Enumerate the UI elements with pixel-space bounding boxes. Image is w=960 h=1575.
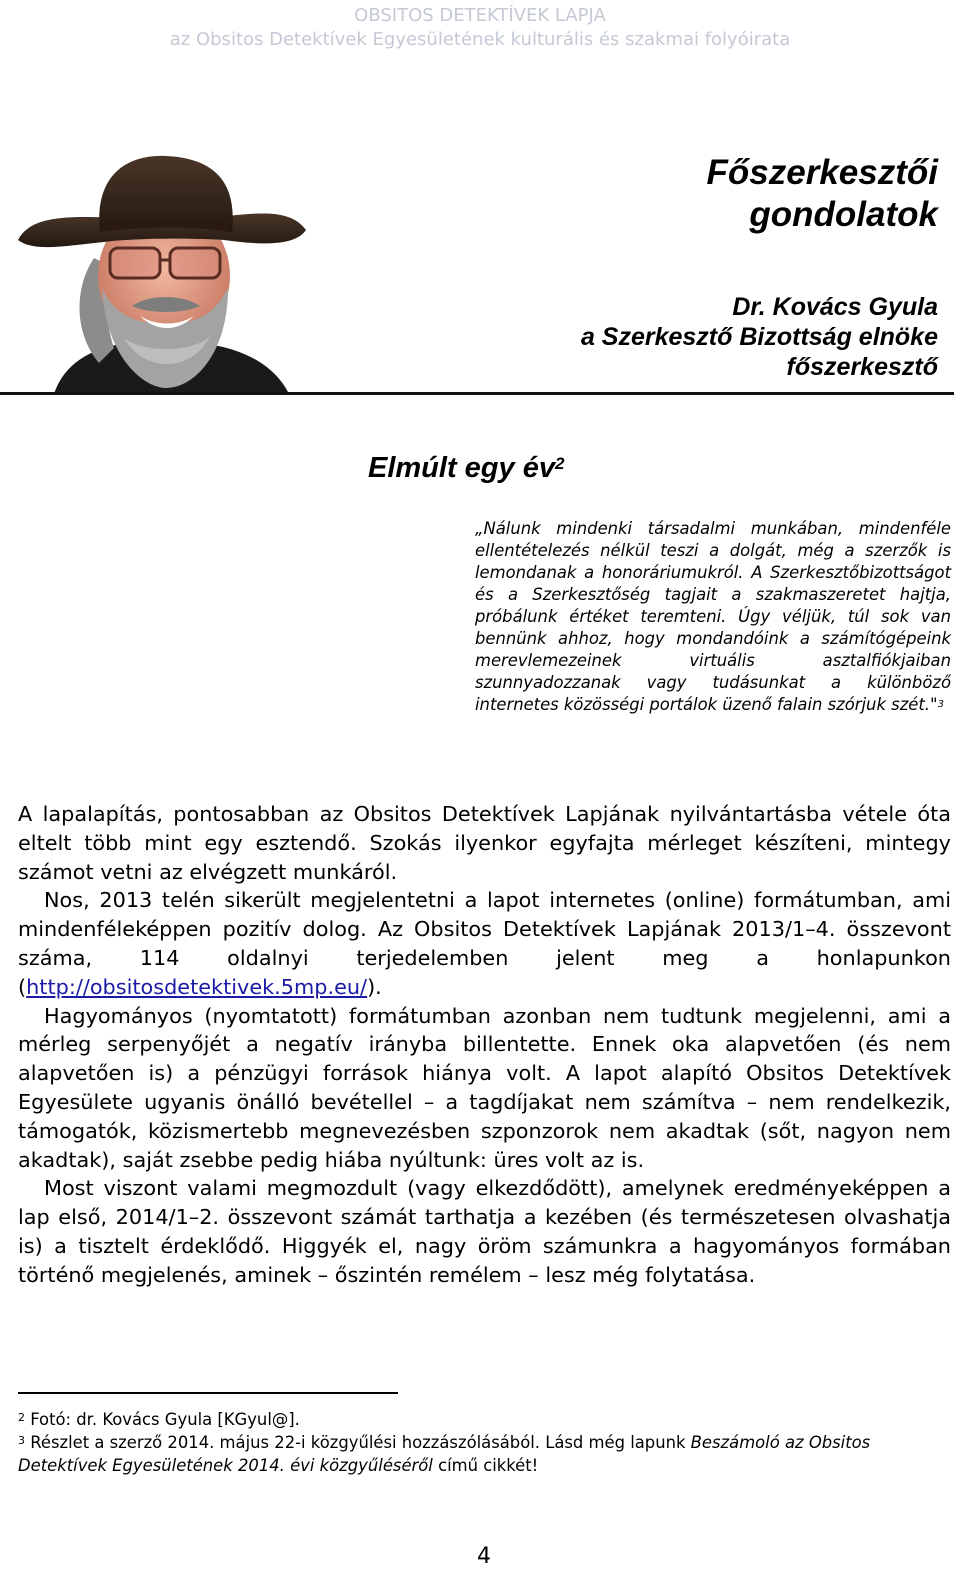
column-title-line-2: gondolatok — [749, 195, 938, 234]
footnote-3 — [18, 1431, 952, 1477]
paragraph-2-end: ). — [367, 974, 382, 999]
paragraph-2 — [18, 886, 951, 1001]
journal-header — [0, 4, 960, 52]
paragraph-2-text: Nos, 2013 telén sikerült megjelentetni a lapot internetes (online) formátumban, ami mindenféleképpen pozitív dolog. Az Obsitos Detektívek Lapjának 2013/1–4. összevont száma, 114 oldalnyi terjedelemben jelent meg a honlapunkon ( — [18, 888, 951, 999]
paragraph-4: Most viszont valami megmozdult (vagy elkezdődött), amelynek eredményeképpen a lap első, 2014/1–2. összevont számát tarthatja a kezében (és természetesen olvashatja is) a tisztelt érdeklődő. Higgyék el, nagy öröm számunkra a hagyományos formában történő megjelenés, aminek – őszintén remélem – lesz még folytatása. — [18, 1176, 951, 1287]
author-role-editor: főszerkesztő — [786, 353, 938, 381]
author-photo — [14, 148, 314, 394]
footnote-3-cited-article: Beszámoló az Obsitos Detektívek Egyesületének 2014. évi közgyűléséről — [18, 1433, 871, 1475]
footnote-3-number: 3 — [18, 1434, 25, 1447]
article-title — [368, 450, 564, 486]
footnote-ref-3[interactable]: 3 — [937, 699, 944, 710]
footnote-3-text: Részlet a szerző 2014. május 22-i közgyűlési hozzászólásából. Lásd még lapunk — [25, 1433, 691, 1452]
footnotes — [18, 1408, 952, 1477]
author-info — [581, 292, 938, 382]
column-title — [707, 152, 938, 236]
author-role-chair: a Szerkesztő Bizottság elnöke — [580, 323, 938, 351]
article-title-text: Elmúlt egy év — [368, 452, 555, 484]
article-body — [18, 800, 951, 1290]
footnote-2-number: 2 — [18, 1411, 25, 1424]
journal-name: OBSITOS DETEKTÍVEK LAPJA — [354, 5, 606, 26]
author-name: Dr. Kovács Gyula — [732, 293, 938, 321]
footnote-3-text-end: című cikkét! — [432, 1456, 539, 1475]
author-portrait-illustration — [14, 148, 314, 394]
paragraph-1: A lapalapítás, pontosabban az Obsitos Detektívek Lapjának nyilvántartásba vétele óta eltelt több mint egy esztendő. Szokás ilyenkor egyfajta mérleget készíteni, mintegy számot vetni az elvégzett munkáról. — [18, 802, 951, 884]
footnote-2-text: Fotó: dr. Kovács Gyula [KGyul@]. — [25, 1410, 300, 1429]
quote-text: „Nálunk mindenki társadalmi munkában, mindenféle ellentételezés nélkül teszi a dolgát, még a szerzők is lemondanak a honoráriumukról. A Szerkesztőbizottságot és a Szerkesztőség tagjait a szakmaszeretet hajtja, próbálunk értéket teremteni. Úgy véljük, túl sok van bennünk ahhoz, hogy mondandóink a számítógépeink merevlemezeinek virtuális asztalfiókjaiban szunnyadozzanak vagy tudásunkat a különböző internetes közösségi portálok üzenő falain szórjuk szét." — [475, 519, 951, 714]
footnote-2 — [18, 1408, 952, 1431]
footnote-divider — [18, 1392, 398, 1394]
footnote-ref-2[interactable]: 2 — [554, 454, 565, 473]
website-link[interactable]: http://obsitosdetektivek.5mp.eu/ — [26, 974, 368, 999]
column-title-line-1: Főszerkesztői — [706, 153, 938, 192]
journal-subtitle: az Obsitos Detektívek Egyesületének kulturális és szakmai folyóirata — [169, 29, 791, 50]
paragraph-3: Hagyományos (nyomtatott) formátumban azonban nem tudtunk megjelenni, ami a mérleg serpenyőjét a negatív irányba billentette. Ennek oka alapvetően (és nem alapvetően is) a pénzügyi források hiánya volt. A lapot alapító Obsitos Detektívek Egyesülete ugyanis önálló bevétellel – a tagdíjakat nem számítva – nem rendelkezik, támogatók, közismertebb megnevezésben szponzorok nem akadtak (sőt, nagyon nem akadtak), saját zsebbe pedig hiába nyúltunk: üres volt az is. — [18, 1003, 951, 1172]
epigraph-quote — [475, 518, 951, 716]
header-divider — [0, 392, 954, 395]
page-number: 4 — [477, 1544, 491, 1569]
